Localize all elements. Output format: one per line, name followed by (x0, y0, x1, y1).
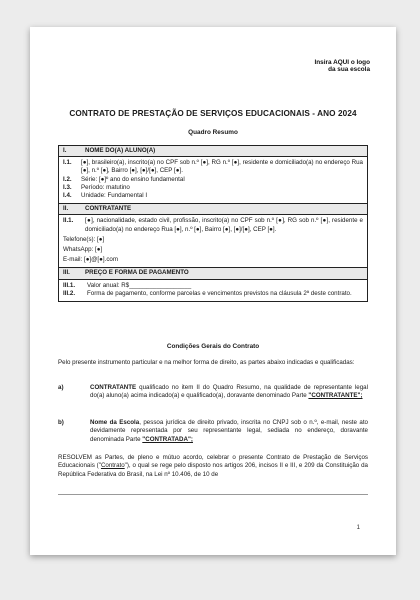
row-i1 (63, 159, 363, 175)
resolve-text-start: RESOLVEM as Partes, de pleno e mútuo acordo, celebrar o presente Contrato de Prestação de Serviços Educacionais (" (58, 454, 368, 470)
party-a-name: CONTRATANTE (90, 384, 137, 391)
phone-line: Telefone(s): [●] (63, 235, 105, 243)
whatsapp-line: WhatsApp: [●] (63, 246, 103, 254)
row-label: II.1. (63, 217, 74, 225)
row-i2 (63, 176, 363, 184)
section-1-header (59, 146, 367, 157)
logo-line-2: da sua escola (328, 66, 370, 74)
school-logo-placeholder (300, 59, 370, 73)
party-b-text: , pessoa jurídica de direito privado, inscrita no CNPJ sob o n.º, e-mail, neste ato devidamente representada por seu representante legal, sediada no endereço, doravante denominada Parte (90, 419, 368, 443)
row-label: I.2. (63, 175, 72, 183)
summary-table (58, 145, 368, 302)
row-iii1 (63, 282, 363, 290)
party-a-content (90, 384, 368, 401)
row-text: Valor anual: R$__________________ (87, 281, 192, 289)
row-text: Série: [●]º ano do ensino fundamental (81, 175, 185, 183)
row-i3 (63, 184, 363, 192)
summary-heading: Quadro Resumo (188, 129, 238, 136)
party-a-text: qualificado no item II do Quadro Resumo, na qualidade de representante legal do(a) aluno(a) acima indicado(a) e qualificado(a), doravante denominado Parte (90, 384, 368, 400)
party-b-tag: b) (58, 419, 64, 426)
section-1-number: I. (63, 147, 67, 154)
party-b-name: Nome da Escola (90, 419, 140, 426)
row-label: I.4. (63, 192, 72, 200)
row-ii1 (63, 217, 363, 233)
email-line: E-mail: [●]@[●].com (63, 256, 119, 264)
resolve-term: Contrato (100, 462, 125, 470)
row-text: [●], nacionalidade, estado civil, profissão, inscrito(a) no CPF sob n.º [●], RG sob n.º [●], residente e domiciliado(a) no endereço Rua [●], n.º [●], Bairro [●], [●]/[●], CEP [●]. (85, 217, 363, 233)
party-b-content (90, 419, 368, 444)
party-a-tag: a) (58, 384, 64, 391)
party-a-term: "CONTRATANTE"; (308, 392, 363, 400)
page-number: 1 (356, 524, 360, 531)
row-text: [●], brasileiro(a), inscrito(a) no CPF sob n.º [●], RG n.º [●], residente e domiciliado(a) no endereço Rua [●], n.º [●], Bairro [●], [●]/[●], CEP [●]. (81, 159, 363, 175)
row-label: I.3. (63, 183, 72, 191)
row-iii2 (63, 290, 363, 298)
party-b-term: "CONTRATADA"; (142, 435, 193, 443)
section-3-title: PREÇO E FORMA DE PAGAMENTO (85, 269, 189, 277)
row-text: Unidade: Fundamental I (81, 192, 148, 200)
section-1-body (59, 157, 367, 204)
section-3-number: III. (63, 269, 70, 277)
section-2-body (59, 215, 367, 268)
contract-title: CONTRATO DE PRESTAÇÃO DE SERVIÇOS EDUCACIONAIS - ANO 2024 (69, 109, 357, 118)
party-b-paragraph (58, 419, 368, 444)
row-label: III.2. (63, 289, 76, 297)
document-page (30, 27, 396, 555)
resolve-text-end: "), o qual se rege pelo disposto nos artigos 206, incisos II e III, e 209 da Constituição da República Federativa do Brasil, na Lei nº 10.406, de 10 de (58, 462, 369, 478)
page-divider (58, 494, 368, 495)
general-conditions-heading: Condições Gerais do Contrato (166, 343, 260, 350)
section-2-number: II. (63, 205, 69, 213)
party-a-paragraph (58, 384, 368, 401)
row-i4 (63, 192, 363, 200)
row-text: Forma de pagamento, conforme parcelas e vencimentos previstos na cláusula 2ª deste contrato. (87, 289, 352, 297)
section-1-title: NOME DO(A) ALUNO(A) (85, 147, 156, 154)
section-3-body (59, 280, 367, 301)
intro-paragraph: Pelo presente instrumento particular e na melhor forma de direito, as partes abaixo indicadas e qualificadas: (58, 359, 355, 366)
logo-line-1: Insira AQUI o logo (314, 59, 370, 66)
row-label: I.1. (63, 159, 72, 167)
resolve-paragraph (58, 454, 368, 479)
section-3-header (59, 268, 367, 279)
section-2-header (59, 204, 367, 215)
row-text: Período: matutino (81, 183, 130, 191)
section-2-title: CONTRATANTE (85, 205, 132, 213)
row-label: III.1. (63, 281, 76, 289)
